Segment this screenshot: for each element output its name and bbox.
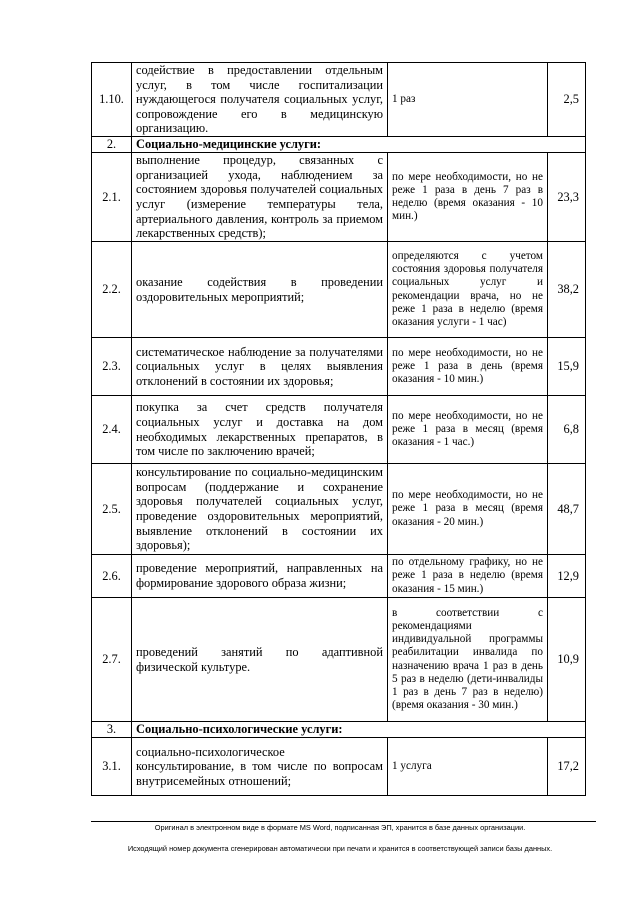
service-description: систематическое наблюдение за получателями социальных услуг в целях выявления отклонений в состоянии их здоровья;: [132, 338, 388, 396]
section-number: 2.: [92, 137, 132, 153]
service-frequency: по мере необходимости, но не реже 1 раза в месяц (время оказания - 20 мин.): [388, 464, 548, 555]
section-row: [92, 137, 586, 153]
row-number: 2.3.: [92, 338, 132, 396]
service-cost: 2,5: [548, 63, 586, 137]
service-cost: 12,9: [548, 555, 586, 598]
row-number: 2.5.: [92, 464, 132, 555]
service-cost: 6,8: [548, 396, 586, 464]
service-description: консультирование по социально-медицинским вопросам (поддержание и сохранение здоровья получателей социальных услуг, проведение оздоровительных мероприятий, выявление отклонений в состоянии их здоровья);: [132, 464, 388, 555]
service-frequency: по мере необходимости, но не реже 1 раза в месяц (время оказания - 1 час.): [388, 396, 548, 464]
service-cost: 10,9: [548, 598, 586, 722]
service-description: содействие в предоставлении отдельным услуг, в том числе госпитализации нуждающегося получателя социальных услуг, сопровождение его в медицинскую организацию.: [132, 63, 388, 137]
row-number: 3.1.: [92, 738, 132, 796]
service-frequency: определяются с учетом состояния здоровья получателя социальных услуг и рекомендации врача, но не реже 1 раза в неделю (время оказания услуги - 1 час): [388, 242, 548, 338]
service-description: покупка за счет средств получателя социальных услуг и доставка на дом необходимых лекарственных препаратов, в том числе по заключению врачей;: [132, 396, 388, 464]
section-row: [92, 722, 586, 738]
table-row: [92, 63, 586, 137]
section-title: Социально-медицинские услуги:: [132, 137, 586, 153]
footer-original-note: Оригинал в электронном виде в формате MS Word, подписанная ЭП, хранится в базе данных организации.: [154, 823, 526, 832]
service-description: социально-психологическое консультирование, в том числе по вопросам внутрисемейных отношений;: [132, 738, 388, 796]
service-cost: 48,7: [548, 464, 586, 555]
row-number: 1.10.: [92, 63, 132, 137]
service-description: оказание содействия в проведении оздоровительных мероприятий;: [132, 242, 388, 338]
service-cost: 38,2: [548, 242, 586, 338]
service-frequency: 1 услуга: [388, 738, 548, 796]
table-row: [92, 153, 586, 242]
table-row: [92, 555, 586, 598]
table-row: [92, 738, 586, 796]
service-cost: 17,2: [548, 738, 586, 796]
service-frequency: по отдельному графику, но не реже 1 раза в неделю (время оказания - 15 мин.): [388, 555, 548, 598]
table-row: [92, 464, 586, 555]
service-frequency: в соответствии с рекомендациями индивидуальной программы реабилитации инвалида по назначению врача 1 раз в день 5 раз в неделю (дети-инвалиды 1 раз в день 7 раз в неделю) (время оказания - 30 мин.): [388, 598, 548, 722]
section-number: 3.: [92, 722, 132, 738]
row-number: 2.7.: [92, 598, 132, 722]
service-description: проведение мероприятий, направленных на формирование здорового образа жизни;: [132, 555, 388, 598]
section-title: Социально-психологические услуги:: [132, 722, 586, 738]
service-frequency: по мере необходимости, но не реже 1 раза в день 7 раз в неделю (время оказания - 10 мин.): [388, 153, 548, 242]
row-number: 2.6.: [92, 555, 132, 598]
table-row: [92, 242, 586, 338]
service-description: выполнение процедур, связанных с организацией ухода, наблюдением за состоянием здоровья получателей социальных услуг (измерение температуры тела, артериального давления, контроль за приемом лекарственных средств);: [132, 153, 388, 242]
table-row: [92, 598, 586, 722]
service-frequency: 1 раз: [388, 63, 548, 137]
service-cost: 23,3: [548, 153, 586, 242]
footer-divider: [91, 821, 596, 822]
table-row: [92, 396, 586, 464]
row-number: 2.2.: [92, 242, 132, 338]
service-frequency: по мере необходимости, но не реже 1 раза в день (время оказания - 10 мин.): [388, 338, 548, 396]
footer-document-number-note: Исходящий номер документа сгенерирован автоматически при печати и хранится в соответствующей записи базы данных.: [127, 844, 553, 853]
services-table: [91, 62, 586, 796]
row-number: 2.1.: [92, 153, 132, 242]
row-number: 2.4.: [92, 396, 132, 464]
table-row: [92, 338, 586, 396]
service-description: проведений занятий по адаптивной физической культуре.: [132, 598, 388, 722]
service-cost: 15,9: [548, 338, 586, 396]
